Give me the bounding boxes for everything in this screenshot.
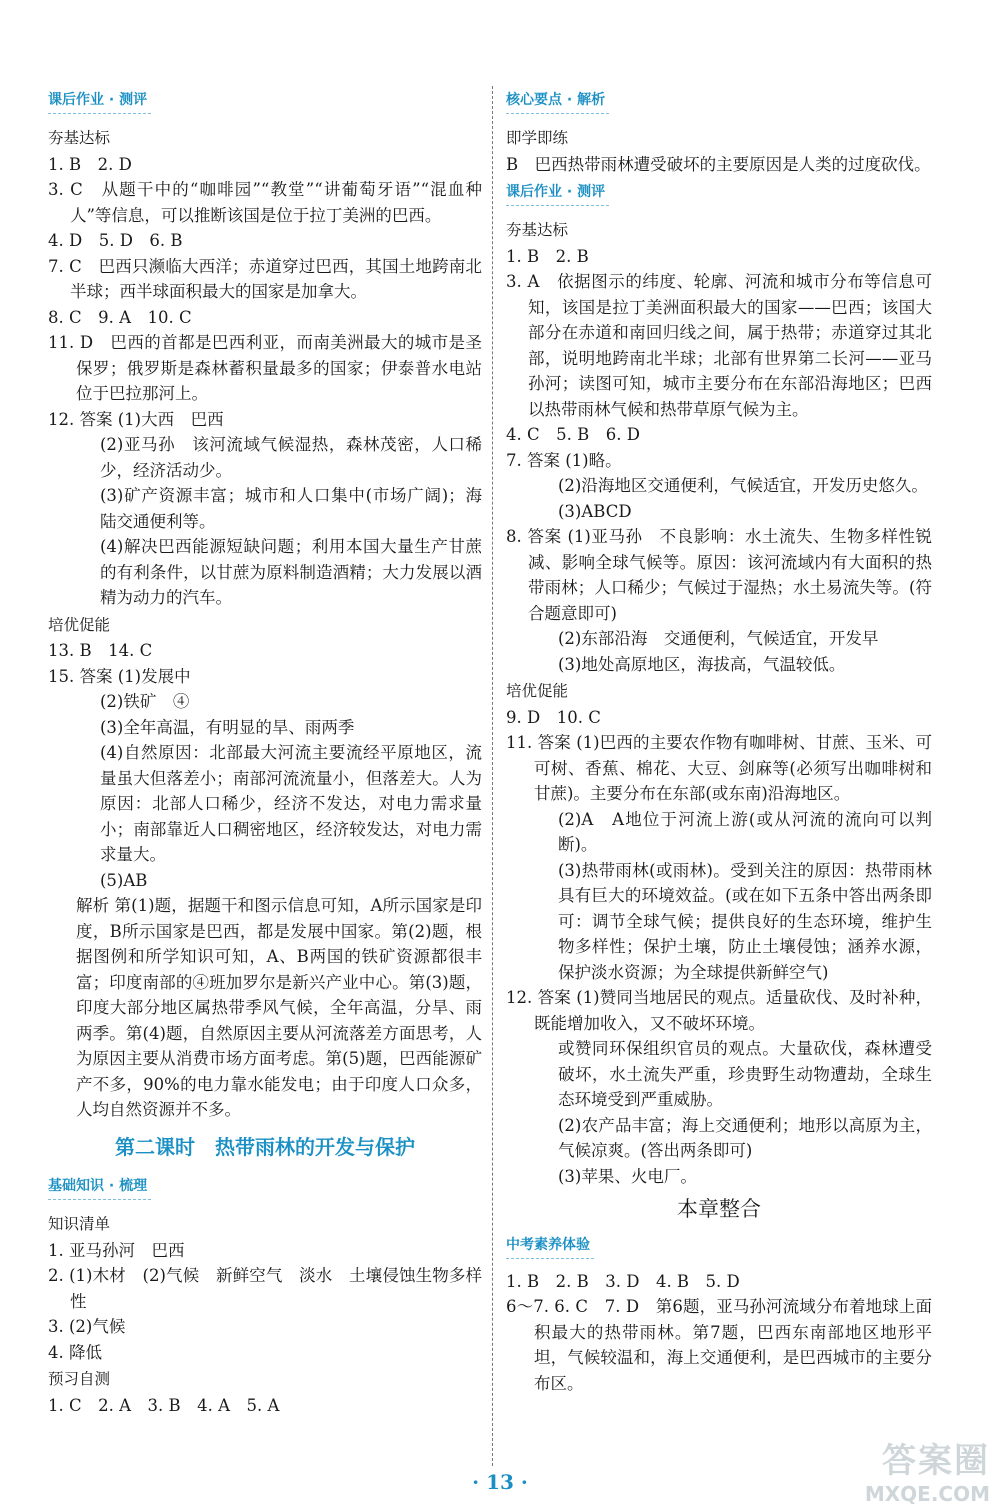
answer-line: 12. 答案 (1)赞同当地居民的观点。适量砍伐、及时补种，既能增加收入，又不破坏环境。: [506, 988, 932, 1033]
subheading: 知识清单: [48, 1215, 111, 1233]
answer-line: (4)自然原因：北部最大河流主要流经平原地区，流量虽大但落差小；南部河流流量小，但落差大。人为原因：北部人口稀少，经济不发达，对电力需求量小；南部靠近人口稠密地区，经济较发达，对电力需求量大。: [100, 743, 482, 864]
answer-line: 2. (1)木材 (2)气候 新鲜空气 淡水 土壤侵蚀生物多样性: [48, 1266, 482, 1311]
chapter-title: 本章整合: [677, 1197, 761, 1221]
answer-line: (3)热带雨林(或雨林)。受到关注的原因：热带雨林具有巨大的环境效益。(或在如下五条中答出两条即可：调节全球气候；提供良好的生态环境，维护生物多样性；保护土壤，防止土壤侵蚀；涵养水源，保护淡水资源；为全球提供新鲜空气): [558, 860, 932, 982]
right-column: [506, 86, 932, 1396]
subheading: 即学即练: [506, 129, 569, 147]
answer-line: 4. D 5. D 6. B: [48, 231, 183, 250]
answer-line: 或赞同环保组织官员的观点。大量砍伐，森林遭受破坏，水土流失严重，珍贵野生动物遭劫，全球生态环境受到严重威胁。: [558, 1039, 932, 1109]
answer-line: 4. 降低: [48, 1342, 102, 1362]
answer-line: 1. C 2. A 3. B 4. A 5. A: [48, 1395, 280, 1415]
answer-line: 7. C 巴西只濒临大西洋；赤道穿过巴西，其国土地跨南北半球；西半球面积最大的国家是加拿大。: [48, 256, 482, 301]
answer-line: 3. A 依据图示的纬度、轮廓、河流和城市分布等信息可知，该国是拉丁美洲面积最大的国家——巴西；该国大部分在赤道和南回归线之间，属于热带；赤道穿过其北部，说明地跨南北半球；北部有世界第二长河——亚马孙河；读图可知，城市主要分布在东部沿海地区；巴西以热带雨林气候和热带草原气候为主。: [506, 272, 932, 419]
answer-line: (3)全年高温，有明显的旱、雨两季: [100, 717, 355, 737]
answer-line: 15. 答案 (1)发展中: [48, 666, 191, 686]
answer-line: 1. 亚马孙河 巴西: [48, 1240, 185, 1260]
subheading: 预习自测: [48, 1370, 111, 1388]
answer-line: 4. C 5. B 6. D: [506, 425, 640, 444]
section-header: 课后作业 · 测评: [506, 181, 609, 206]
page-number: · 13 ·: [472, 1470, 528, 1494]
answer-line: 1. B 2. B 3. D 4. B 5. D: [506, 1271, 740, 1291]
answer-line: (2)亚马孙 该河流域气候湿热，森林茂密，人口稀少，经济活动少。: [100, 435, 482, 480]
answer-line: 1. B 2. D: [48, 154, 132, 174]
answer-line: (2)东部沿海 交通便利，气候适宜，开发早: [558, 629, 879, 648]
answer-line: 3. (2)气候: [48, 1317, 126, 1336]
answer-line: (5)AB: [100, 870, 148, 890]
lesson-title: 第二课时 热带雨林的开发与保护: [115, 1134, 415, 1159]
subheading: 夯基达标: [506, 221, 569, 239]
answer-line: 3. C 从题干中的“咖啡园”“教堂”“讲葡萄牙语”“混血种人”等信息，可以推断该国是位于拉丁美洲的巴西。: [48, 180, 482, 225]
answer-line: (3)ABCD: [558, 501, 632, 521]
answer-line: (4)解决巴西能源短缺问题；利用本国大量生产甘蔗的有利条件，以甘蔗为原料制造酒精；大力发展以酒精为动力的汽车。: [100, 537, 482, 607]
subheading: 夯基达标: [48, 129, 111, 147]
left-column: [48, 86, 482, 1418]
answer-line: 7. 答案 (1)略。: [506, 450, 622, 470]
section-header: 课后作业 · 测评: [48, 89, 151, 114]
answer-line: (2)沿海地区交通便利，气候适宜，开发历史悠久。: [558, 476, 928, 495]
answer-line: 12. 答案 (1)大西 巴西: [48, 409, 224, 429]
analysis-text: 解析 第(1)题，据题干和图示信息可知，A所示国家是印度，B所示国家是巴西，都是发展中国家。第(2)题，根据图例和所学知识可知，A、B两国的铁矿资源都很丰富；印度南部的④班加罗尔是新兴产业中心。第(3)题，印度大部分地区属热带季风气候，全年高温，分旱、雨两季。第(4)题，自然原因主要从河流落差方面思考，人为原因主要从消费市场方面考虑。第(5)题，巴西能源矿产不多，90%的电力靠水能发电；由于印度人口众多，人均自然资源并不多。: [76, 896, 482, 1119]
section-header: 核心要点 · 解析: [506, 89, 609, 114]
answer-line: 11. 答案 (1)巴西的主要农作物有咖啡树、甘蔗、玉米、可可树、香蕉、棉花、大豆、剑麻等(必须写出咖啡树和甘蔗)。主要分布在东部(或东南)沿海地区。: [506, 733, 932, 803]
answer-line: 6～7. 6. C 7. D 第6题，亚马孙河流域分布着地球上面积最大的热带雨林。第7题，巴西东南部地区地形平坦，气候较温和，海上交通便利，是巴西城市的主要分布区。: [506, 1297, 932, 1393]
answer-line: (2)铁矿 ④: [100, 692, 190, 711]
answer-line: (2)A A地位于河流上游(或从河流的流向可以判断)。: [558, 809, 932, 854]
section-header: 基础知识 · 梳理: [48, 1175, 151, 1200]
watermark-text: 答案圈: [882, 1441, 990, 1481]
column-divider: [492, 86, 493, 1466]
answer-line: (3)地处高原地区，海拔高，气温较低。: [558, 654, 846, 674]
watermark-url: MXQE.COM: [864, 1482, 990, 1506]
watermark-logo: [865, 1433, 990, 1506]
answer-line: 8. 答案 (1)亚马孙 不良影响：水土流失、生物多样性锐减、影响全球气候等。原因：该河流域内有大面积的热带雨林；人口稀少；气候过于湿热；水土易流失等。(符合题意即可): [506, 527, 932, 623]
answer-line: (3)矿产资源丰富；城市和人口集中(市场广阔)；海陆交通便利等。: [100, 486, 482, 531]
answer-line: B 巴西热带雨林遭受破坏的主要原因是人类的过度砍伐。: [506, 154, 931, 174]
subheading: 培优促能: [506, 682, 569, 700]
section-header: 中考素养体验: [506, 1234, 594, 1259]
subheading: 培优促能: [48, 615, 111, 634]
answer-line: (2)农产品丰富；海上交通便利；地形以高原为主，气候凉爽。(答出两条即可): [558, 1115, 932, 1160]
answer-line: 8. C 9. A 10. C: [48, 307, 192, 327]
answer-line: (3)苹果、火电厂。: [558, 1166, 697, 1186]
answer-line: 9. D 10. C: [506, 707, 601, 727]
answer-line: 11. D 巴西的首都是巴西利亚，而南美洲最大的城市是圣保罗；俄罗斯是森林蓄积量最多的国家；伊泰普水电站位于巴拉那河上。: [48, 333, 482, 403]
answer-line: 1. B 2. B: [506, 246, 589, 266]
answer-line: 13. B 14. C: [48, 641, 153, 660]
